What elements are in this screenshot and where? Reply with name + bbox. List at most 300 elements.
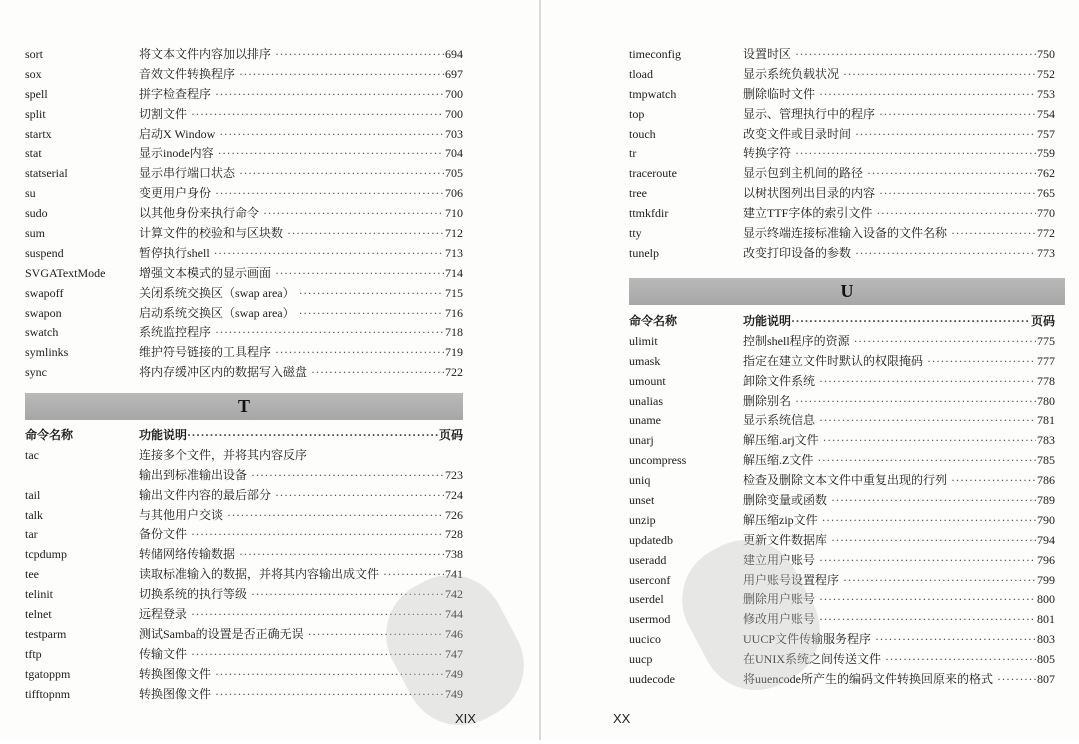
command-name: swatch xyxy=(25,325,59,340)
page-number-ref: 778 xyxy=(1037,373,1055,388)
dot-leader xyxy=(951,471,1036,491)
command-name: unalias xyxy=(629,393,663,408)
left-top-list xyxy=(25,45,463,383)
command-name: swapoff xyxy=(25,285,64,300)
command-name: userconf xyxy=(629,572,671,587)
page-number-ref: 785 xyxy=(1037,453,1055,468)
command-description: 解压缩.arj文件 xyxy=(743,433,819,448)
command-description: 改变文件或目录时间 xyxy=(743,126,852,141)
dot-leader xyxy=(311,363,444,383)
page-number-ref: 712 xyxy=(445,226,463,241)
index-entry-row xyxy=(25,264,463,284)
index-entry-row xyxy=(25,105,463,125)
command-name: ulimit xyxy=(629,333,658,348)
index-entry-row xyxy=(629,511,1055,531)
entry-description-line xyxy=(743,184,1055,204)
page-number-ref: 714 xyxy=(445,265,463,280)
section-letter: T xyxy=(237,396,250,416)
page-number-ref: 789 xyxy=(1037,493,1055,508)
index-entry-row xyxy=(25,164,463,184)
section-letter: U xyxy=(840,281,854,301)
header-command-name: 命令名称 xyxy=(25,428,74,442)
page-number-ref: 786 xyxy=(1037,473,1055,488)
dot-leader xyxy=(817,451,1036,471)
page-number-ref: 704 xyxy=(445,146,463,161)
header-page: 页码 xyxy=(1030,314,1055,328)
page-number: XX xyxy=(613,711,631,726)
command-name: stat xyxy=(25,146,42,161)
index-entry-row xyxy=(629,332,1055,352)
entry-description-line xyxy=(139,343,463,363)
index-entry-row xyxy=(25,323,463,343)
command-description: 与其他用户交谈 xyxy=(139,507,224,522)
index-entry-row xyxy=(25,224,463,244)
index-entry-row xyxy=(629,392,1055,412)
command-description: 将uuencode所产生的编码文件转换回原来的格式 xyxy=(743,672,993,687)
page-number-ref: 716 xyxy=(445,305,463,320)
command-description: 输出文件内容的最后部分 xyxy=(139,487,272,502)
command-name: tty xyxy=(629,226,642,241)
command-name: tr xyxy=(629,146,637,161)
dot-leader xyxy=(287,224,444,244)
index-entry-row xyxy=(629,85,1055,105)
dot-leader xyxy=(191,105,444,125)
page-number-ref: 718 xyxy=(445,325,463,340)
index-entry-row xyxy=(25,685,463,705)
left-page xyxy=(0,0,540,740)
command-description: 系统监控程序 xyxy=(139,325,212,340)
index-entry-row xyxy=(25,284,463,304)
command-description: 拼字检查程序 xyxy=(139,86,212,101)
command-description: 转储网络传输数据 xyxy=(139,547,236,562)
dot-leader xyxy=(275,343,444,363)
command-name: uniq xyxy=(629,473,651,488)
entry-description-line xyxy=(743,352,1055,372)
dot-leader xyxy=(875,630,1036,650)
dot-leader xyxy=(843,571,1036,591)
entry-description-line xyxy=(139,426,463,446)
dot-leader xyxy=(275,45,444,65)
command-description: 计算文件的校验和与区块数 xyxy=(139,226,284,241)
command-name: talk xyxy=(25,507,43,522)
page-number-ref: 738 xyxy=(445,547,463,562)
command-name: tcpdump xyxy=(25,547,67,562)
entry-description-line xyxy=(139,204,463,224)
page-number-ref: 742 xyxy=(445,587,463,602)
entry-description-line xyxy=(743,451,1055,471)
command-name: telnet xyxy=(25,607,52,622)
dot-leader xyxy=(822,511,1036,531)
command-name: tgatoppm xyxy=(25,666,71,681)
page-number-ref: 726 xyxy=(445,507,463,522)
page-number-ref: 777 xyxy=(1037,353,1055,368)
entry-description-line xyxy=(743,45,1055,65)
command-description: 解压缩.Z文件 xyxy=(743,453,814,468)
command-name: testparm xyxy=(25,626,67,641)
right-top-list xyxy=(629,45,1055,264)
page-number-ref: 753 xyxy=(1037,86,1055,101)
command-name: tail xyxy=(25,487,41,502)
command-name: startx xyxy=(25,126,52,141)
command-name: tload xyxy=(629,66,653,81)
index-entry-row xyxy=(629,411,1055,431)
command-name: su xyxy=(25,186,36,201)
command-description: 以其他身份来执行命令 xyxy=(139,206,260,221)
command-description: UUCP文件传输服务程序 xyxy=(743,632,872,647)
entry-description-line xyxy=(139,565,463,585)
command-name: uudecode xyxy=(629,672,675,687)
command-name: statserial xyxy=(25,166,68,181)
dot-leader xyxy=(819,610,1036,630)
index-entry-row xyxy=(25,363,463,383)
command-name: sudo xyxy=(25,206,48,221)
right-page xyxy=(541,0,1079,740)
entry-description-line xyxy=(139,164,463,184)
dot-leader xyxy=(239,65,444,85)
page-number-ref: 741 xyxy=(445,567,463,582)
command-description: 显示inode内容 xyxy=(139,146,214,161)
command-description: 解压缩zip文件 xyxy=(743,512,818,527)
command-name: tftp xyxy=(25,646,42,661)
command-description: 建立TTF字体的索引文件 xyxy=(743,206,873,221)
entry-description-line xyxy=(139,65,463,85)
index-entry-row xyxy=(629,431,1055,451)
page-number-ref: 697 xyxy=(445,66,463,81)
command-name: suspend xyxy=(25,245,64,260)
command-description: 切换系统的执行等级 xyxy=(139,587,248,602)
page-number-ref: 700 xyxy=(445,86,463,101)
entry-description-line xyxy=(743,144,1055,164)
entry-description-line xyxy=(139,363,463,383)
entry-description-line xyxy=(139,545,463,565)
index-entry-row xyxy=(25,45,463,65)
page-number-ref: 754 xyxy=(1037,106,1055,121)
command-description: 远程登录 xyxy=(139,607,188,622)
entry-description-line xyxy=(743,125,1055,145)
dot-leader xyxy=(299,304,444,324)
entry-description-line xyxy=(743,471,1055,491)
entry-description-line xyxy=(139,184,463,204)
page-number-ref: 700 xyxy=(445,106,463,121)
dot-leader xyxy=(191,525,444,545)
index-entry-row xyxy=(629,531,1055,551)
command-description: 读取标准输入的数据，并将其内容输出成文件 xyxy=(139,567,380,582)
index-entry-row xyxy=(25,244,463,264)
dot-leader xyxy=(239,545,444,565)
page-number-ref: 747 xyxy=(445,646,463,661)
command-name: touch xyxy=(629,126,656,141)
dot-leader xyxy=(819,85,1036,105)
dot-leader xyxy=(795,45,1036,65)
page-number-ref: 722 xyxy=(445,365,463,380)
command-name: sync xyxy=(25,365,47,380)
entry-description-line xyxy=(743,65,1055,85)
command-description: 删除别名 xyxy=(743,393,792,408)
page-number-ref: 744 xyxy=(445,607,463,622)
entry-description-line xyxy=(139,45,463,65)
page-number-ref: 724 xyxy=(445,487,463,502)
page-number-ref: 772 xyxy=(1037,226,1055,241)
dot-leader xyxy=(855,125,1036,145)
entry-description-line xyxy=(139,284,463,304)
command-name: SVGATextMode xyxy=(25,265,106,280)
page-number-ref: 796 xyxy=(1037,552,1055,567)
command-name: userdel xyxy=(629,592,664,607)
entry-description-line xyxy=(743,431,1055,451)
command-name: sum xyxy=(25,226,46,241)
command-name: umount xyxy=(629,373,666,388)
index-entry-row xyxy=(629,164,1055,184)
index-entry-row xyxy=(629,471,1055,491)
command-description: 音效文件转换程序 xyxy=(139,66,236,81)
command-name: updatedb xyxy=(629,532,673,547)
index-entry-row xyxy=(25,486,463,506)
dot-leader xyxy=(215,184,444,204)
section-band-t xyxy=(25,393,463,420)
command-description: 检查及删除文本文件中重复出现的行列 xyxy=(743,473,948,488)
dot-leader xyxy=(927,352,1036,372)
command-description: 关闭系统交换区（swap area） xyxy=(139,285,295,300)
dot-leader xyxy=(831,531,1036,551)
index-entry-row xyxy=(629,491,1055,511)
entry-description-line xyxy=(139,125,463,145)
command-description: 测试Samba的设置是否正确无误 xyxy=(139,626,304,641)
dot-leader xyxy=(275,486,444,506)
page-number-ref: 750 xyxy=(1037,47,1055,61)
entry-description-line xyxy=(743,244,1055,264)
entry-description-line xyxy=(743,392,1055,412)
header-description: 功能说明 xyxy=(139,428,188,442)
dot-leader xyxy=(299,284,444,304)
entry-description-line xyxy=(743,411,1055,431)
dot-leader xyxy=(879,184,1036,204)
command-name: uname xyxy=(629,413,661,428)
command-name: tifftopnm xyxy=(25,686,71,701)
dot-leader xyxy=(218,144,444,164)
command-name: unset xyxy=(629,493,655,508)
header-description: 功能说明 xyxy=(743,314,792,328)
command-description: 更新文件数据库 xyxy=(743,532,828,547)
command-description: 显示系统信息 xyxy=(743,413,816,428)
entry-description-line xyxy=(139,466,463,486)
dot-leader xyxy=(885,650,1036,670)
page-number-ref: 752 xyxy=(1037,66,1055,81)
header-command-name: 命令名称 xyxy=(629,314,678,328)
command-description: 启动系统交换区（swap area） xyxy=(139,305,295,320)
page-number-ref: 749 xyxy=(445,686,463,701)
entry-description-line xyxy=(139,506,463,526)
command-name: traceroute xyxy=(629,166,677,181)
page-number-ref: 781 xyxy=(1037,413,1055,428)
command-name: split xyxy=(25,106,46,121)
dot-leader xyxy=(876,204,1036,224)
page-number-ref: 775 xyxy=(1037,333,1055,348)
entry-description-line xyxy=(743,204,1055,224)
index-entry-row xyxy=(629,650,1055,670)
command-description: 暂停执行shell xyxy=(139,245,210,260)
index-entry-row xyxy=(25,545,463,565)
column-header-row xyxy=(25,426,463,446)
command-name: top xyxy=(629,106,645,121)
index-entry-row xyxy=(629,125,1055,145)
command-description: 增强文本模式的显示画面 xyxy=(139,265,272,280)
command-name: uucp xyxy=(629,652,653,667)
command-description: 显示系统负载状况 xyxy=(743,66,840,81)
page-number-ref: 757 xyxy=(1037,126,1055,141)
dot-leader xyxy=(819,372,1036,392)
header-page: 页码 xyxy=(438,428,463,442)
dot-leader xyxy=(219,125,444,145)
command-name: tunelp xyxy=(629,245,659,260)
entry-description-line xyxy=(139,525,463,545)
dot-leader xyxy=(187,426,438,446)
page-number-ref: 719 xyxy=(445,345,463,360)
entry-description-line xyxy=(139,264,463,284)
dot-leader xyxy=(823,431,1036,451)
command-name: sort xyxy=(25,47,43,61)
command-description: 删除变量或函数 xyxy=(743,493,828,508)
index-entry-row xyxy=(25,184,463,204)
index-entry-row xyxy=(25,85,463,105)
entry-description-line xyxy=(743,531,1055,551)
entry-description-line xyxy=(139,244,463,264)
command-description: 删除用户账号 xyxy=(743,592,816,607)
dot-leader xyxy=(795,144,1036,164)
index-entry-row xyxy=(25,506,463,526)
command-name: uucico xyxy=(629,632,661,647)
command-description: 将文本文件内容加以排序 xyxy=(139,47,272,61)
command-description: 变更用户身份 xyxy=(139,186,212,201)
command-description: 启动X Window xyxy=(139,126,216,141)
dot-leader xyxy=(819,551,1036,571)
page-number-ref: 705 xyxy=(445,166,463,181)
dot-leader xyxy=(239,164,444,184)
command-description: 转换图像文件 xyxy=(139,666,212,681)
command-description: 控制shell程序的资源 xyxy=(743,333,850,348)
command-description: 显示终端连接标准输入设备的文件名称 xyxy=(743,226,948,241)
entry-description-line xyxy=(139,105,463,125)
page-number-ref: 803 xyxy=(1037,632,1055,647)
command-description: 以树状图列出目录的内容 xyxy=(743,186,876,201)
index-entry-row xyxy=(25,304,463,324)
index-entry-row xyxy=(25,343,463,363)
command-description: 建立用户账号 xyxy=(743,552,816,567)
dot-leader xyxy=(227,506,444,526)
command-description: 输出到标准输出设备 xyxy=(139,467,248,482)
command-name: useradd xyxy=(629,552,667,567)
dot-leader xyxy=(263,204,444,224)
command-name: symlinks xyxy=(25,345,69,360)
entry-description-line xyxy=(139,486,463,506)
dot-leader xyxy=(819,411,1036,431)
index-entry-row xyxy=(25,65,463,85)
dot-leader xyxy=(855,244,1036,264)
page-number-ref: 710 xyxy=(445,206,463,221)
page-number-ref: 770 xyxy=(1037,206,1055,221)
command-name: swapon xyxy=(25,305,62,320)
command-description: 连接多个文件，并将其内容反序 xyxy=(139,447,308,462)
dot-leader xyxy=(275,264,444,284)
command-name: tee xyxy=(25,567,39,582)
index-entry-row xyxy=(25,125,463,145)
index-entry-row xyxy=(629,65,1055,85)
command-name: spell xyxy=(25,86,48,101)
command-description: 显示串行端口状态 xyxy=(139,166,236,181)
index-entry-row xyxy=(629,105,1055,125)
page-number-ref: 805 xyxy=(1037,652,1055,667)
index-entry-row xyxy=(629,244,1055,264)
index-entry-row xyxy=(25,525,463,545)
index-entry-row xyxy=(25,144,463,164)
index-entry-row xyxy=(25,446,463,466)
page-number-ref: 780 xyxy=(1037,393,1055,408)
command-description: 备份文件 xyxy=(139,527,188,542)
entry-description-line xyxy=(743,372,1055,392)
command-description: 卸除文件系统 xyxy=(743,373,816,388)
command-name: tac xyxy=(25,447,39,462)
entry-description-line xyxy=(743,164,1055,184)
dot-leader xyxy=(791,312,1030,332)
command-name: unarj xyxy=(629,433,654,448)
page-number-ref: 794 xyxy=(1037,532,1055,547)
entry-description-line xyxy=(139,323,463,343)
command-description: 改变打印设备的参数 xyxy=(743,245,852,260)
page-number-ref: 706 xyxy=(445,186,463,201)
dot-leader xyxy=(251,466,444,486)
entry-description-line xyxy=(743,85,1055,105)
dot-leader xyxy=(215,323,444,343)
index-entry-row xyxy=(629,204,1055,224)
page-number-ref: 749 xyxy=(445,666,463,681)
command-name: usermod xyxy=(629,612,671,627)
command-name: telinit xyxy=(25,587,53,602)
command-name: tmpwatch xyxy=(629,86,677,101)
index-entry-row xyxy=(629,45,1055,65)
entry-description-line xyxy=(743,224,1055,244)
page-number-ref: 765 xyxy=(1037,186,1055,201)
page-number-ref: 801 xyxy=(1037,612,1055,627)
page-number-ref: 713 xyxy=(445,245,463,260)
dot-leader xyxy=(819,590,1036,610)
index-entry-row xyxy=(25,565,463,585)
page-number-ref: 799 xyxy=(1037,572,1055,587)
page-number-ref: 746 xyxy=(445,626,463,641)
entry-description-line xyxy=(743,491,1055,511)
command-name: tar xyxy=(25,527,38,542)
dot-leader xyxy=(215,85,444,105)
entry-description-line xyxy=(743,312,1055,332)
dot-leader xyxy=(214,244,444,264)
index-entry-row xyxy=(629,372,1055,392)
index-entry-row xyxy=(25,466,463,486)
command-description: 转换图像文件 xyxy=(139,686,212,701)
page-number-ref: 723 xyxy=(445,467,463,482)
command-description: 设置时区 xyxy=(743,47,792,61)
entry-description-line xyxy=(139,446,463,466)
page-number: XIX xyxy=(455,711,476,726)
entry-description-line xyxy=(139,144,463,164)
index-entry-row xyxy=(629,352,1055,372)
command-name: uncompress xyxy=(629,453,687,468)
entry-description-line xyxy=(139,224,463,244)
entry-description-line xyxy=(743,105,1055,125)
dot-leader xyxy=(951,224,1036,244)
command-name: umask xyxy=(629,353,661,368)
command-description: 指定在建立文件时默认的权限掩码 xyxy=(743,353,924,368)
command-description: 删除临时文件 xyxy=(743,86,816,101)
command-description: 传输文件 xyxy=(139,646,188,661)
entry-description-line xyxy=(743,511,1055,531)
